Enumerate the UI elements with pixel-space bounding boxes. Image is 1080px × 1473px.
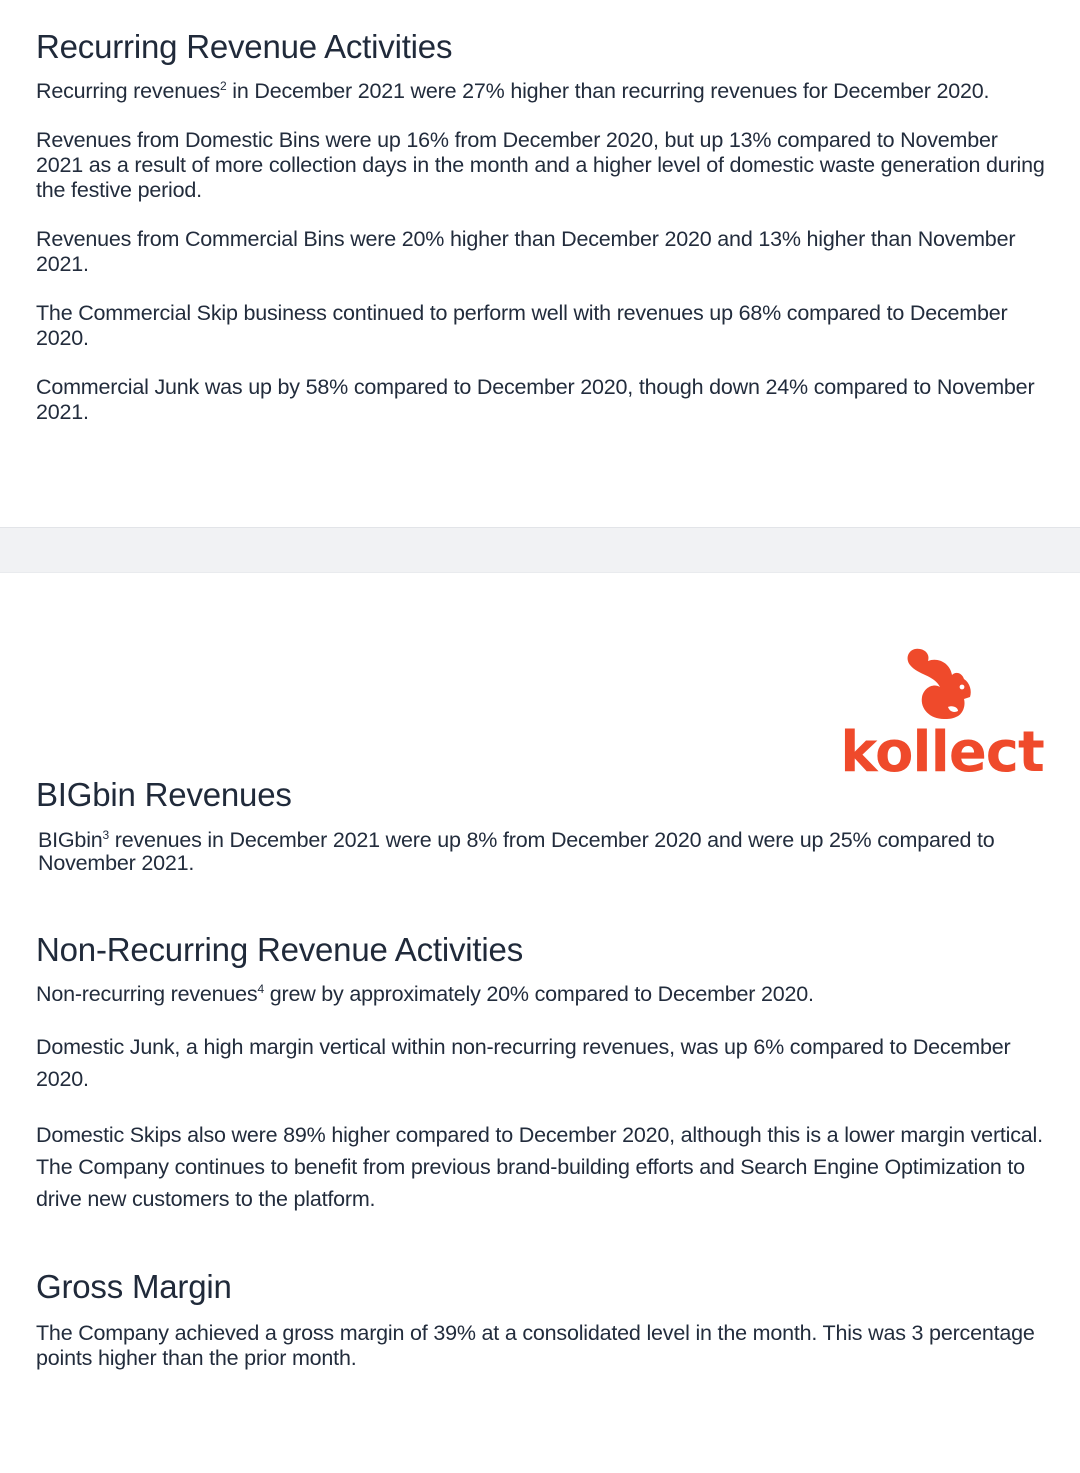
nonrecurring-paragraph-2: Domestic Junk, a high margin vertical within non-recurring revenues, was up 6% compared to December 2020.: [36, 1035, 1011, 1091]
bigbin-title: BIGbin Revenues: [36, 776, 292, 813]
recurring-paragraph-1: [36, 79, 1046, 104]
kollect-wordmark: kollect: [840, 720, 1044, 785]
bigbin-p1-text-rest: revenues in December 2021 were up 8% from December 2020 and were up 25% compared to November 2021.: [38, 828, 995, 875]
gross-margin-title: Gross Margin: [36, 1268, 232, 1305]
nonrecurring-p1-text: Non-recurring revenues: [36, 982, 258, 1006]
recurring-title: Recurring Revenue Activities: [36, 28, 453, 65]
squirrel-icon: [904, 645, 974, 721]
recurring-paragraph-2: Revenues from Domestic Bins were up 16% from December 2020, but up 13% compared to November 2021 as a result of more collection days in the month and a higher level of domestic waste generation during the festive period.: [36, 128, 1045, 202]
footnote-ref-4: 4: [257, 981, 264, 996]
recurring-p1-text-rest: in December 2021 were 27% higher than recurring revenues for December 2020.: [226, 79, 990, 103]
footnote-ref-2: 2: [220, 78, 227, 93]
recurring-paragraph-3: Revenues from Commercial Bins were 20% higher than December 2020 and 13% higher than November 2021.: [36, 227, 1016, 276]
page-separator: [0, 527, 1080, 573]
recurring-p1-text: Recurring revenues: [36, 79, 221, 103]
kollect-logo: [836, 645, 1048, 785]
gross-margin-paragraph-1: The Company achieved a gross margin of 39% at a consolidated level in the month. This was 3 percentage points higher than the prior month.: [36, 1321, 1035, 1370]
recurring-paragraph-5: Commercial Junk was up by 58% compared to December 2020, though down 24% compared to November 2021.: [36, 375, 1035, 424]
nonrecurring-p1-text-rest: grew by approximately 20% compared to December 2020.: [263, 982, 814, 1006]
nonrecurring-paragraph-1: [36, 982, 1046, 1007]
recurring-paragraph-4: The Commercial Skip business continued to perform well with revenues up 68% compared to December 2020.: [36, 301, 1008, 350]
footnote-ref-3: 3: [102, 827, 110, 842]
bigbin-p1-text: BIGbin: [38, 828, 103, 852]
document-page-1: [0, 0, 1080, 527]
recurring-section: [0, 0, 1080, 425]
document-page-2: [0, 573, 1080, 1473]
bigbin-paragraph-1: [36, 829, 1046, 875]
nonrecurring-title: Non-Recurring Revenue Activities: [36, 931, 523, 968]
nonrecurring-paragraph-3: Domestic Skips also were 89% higher compared to December 2020, although this is a lower margin vertical. The Company continues to benefit from previous brand-building efforts and Search Engine Optimization to drive new customers to the platform.: [36, 1123, 1043, 1211]
